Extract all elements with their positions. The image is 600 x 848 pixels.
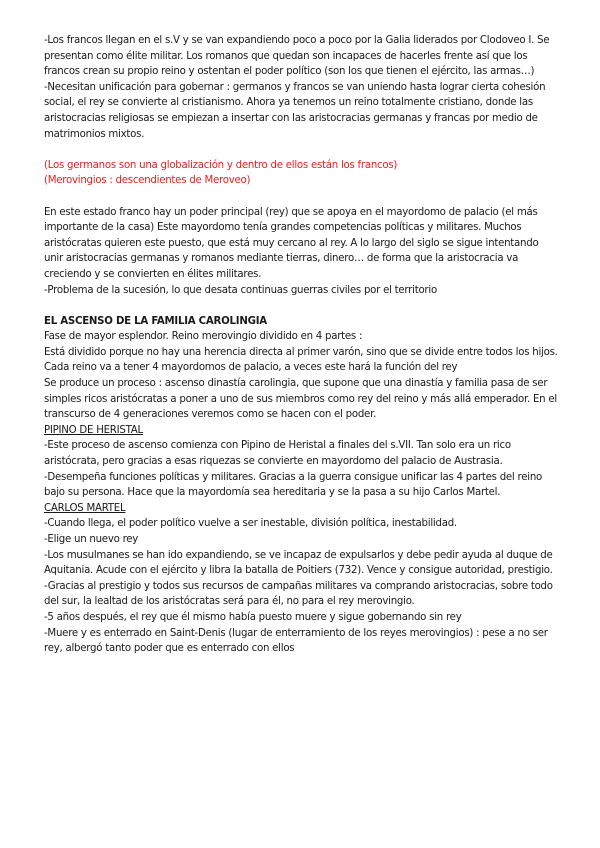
red-note: (Los germanos son una globalización y dentro de ellos están los francos) [44,159,398,171]
subheading-pipino: PIPINO DE HERISTAL [44,424,143,436]
red-notes [44,158,560,189]
franco-state-section [44,205,560,299]
paragraph: -Gracias al prestigio y todos sus recursos de campañas militares va comprando aristocracias, sobre todo del sur, la lealtad de los aristócratas será para él, no para el rey merovingio. [44,580,553,608]
paragraph: Fase de mayor esplendor. Reino merovingio dividido en 4 partes : [44,331,363,343]
paragraph: -Cuando llega, el poder político vuelve a ser inestable, división política, inestabilidad. [44,518,457,530]
paragraph: -Muere y es enterrado en Saint-Denis (lugar de enterramiento de los reyes merovingios) : pese a no ser rey, albergó tanto poder que es enterrado con ellos [44,627,548,655]
intro-section [44,33,560,142]
paragraph: -Los musulmanes se han ido expandiendo, se ve incapaz de expulsarlos y debe pedir ayuda al duque de Aquitania. Acude con el ejército y libra la batalla de Poitiers (732). Vence y consigue autoridad, prestigio. [44,549,553,577]
paragraph: -Desempeña funciones políticas y militares. Gracias a la guerra consigue unificar las 4 partes del reino bajo su persona. Hace que la mayordomía sea hereditaria y se la pasa a su hijo Carlos Martel. [44,471,543,499]
paragraph: -Elige un nuevo rey [44,534,139,545]
paragraph: -5 años después, el rey que él mismo había puesto muere y sigue gobernando sin rey [44,611,462,623]
paragraph: Cada reino va a tener 4 mayordomos de palacio, a veces este hará la función del rey [44,362,458,374]
paragraph: -Este proceso de ascenso comienza con Pipino de Heristal a finales del s.VII. Tan solo era un rico aristócrata, pero gracias a esas riquezas se convierte en mayordomo del palacio de Austrasia. [44,440,511,468]
paragraph: Está dividido porque no hay una herencia directa al primer varón, sino que se divide entre todos los hijos. [44,346,558,358]
paragraph: En este estado franco hay un poder principal (rey) que se apoya en el mayordomo de palacio (el más importante de la casa) Este mayordomo tenía grandes competencias políticas y militares. Muchos aristócratas quieren este puesto, que está muy cercano al rey. A lo largo del siglo se sigue intentando unir aristocracias germanas y romanos mediante tierras, dinero… de forma que la aristocracia va creciendo y se convierten en élites militares. [44,206,539,280]
paragraph: -Problema de la sucesión, lo que desata continuas guerras civiles por el territorio [44,284,437,296]
carolingian-section [44,314,560,657]
red-note: (Merovingios : descendientes de Meroveo) [44,175,251,187]
subheading-carlos: CARLOS MARTEL [44,502,126,514]
paragraph: Se produce un proceso : ascenso dinastía carolingia, que supone que una dinastía y familia pasa de ser simples ricos aristócratas a poner a uno de sus miembros como rey del reino y más allá emperador. En el transcurso de 4 generaciones veremos como se hacen con el poder. [44,378,557,421]
section-heading: EL ASCENSO DE LA FAMILIA CAROLINGIA [44,315,267,327]
paragraph: -Necesitan unificación para gobernar : germanos y francos se van uniendo hasta lograr cierta cohesión social, el rey se convierte al cristianismo. Ahora ya tenemos un reino totalmente cristiano, donde las aristocracias religiosas se empiezan a insertar con las aristocracias germanas y francas por medio de matrimonios mixtos. [44,81,546,140]
paragraph: -Los francos llegan en el s.V y se van expandiendo poco a poco por la Galia liderados por Clodoveo I. Se presentan como élite militar. Los romanos que quedan son incapaces de hacerles frente así que los francos crean su propio reino y ostentan el poder político (son los que tienen el ejército, las armas…) [44,35,550,78]
